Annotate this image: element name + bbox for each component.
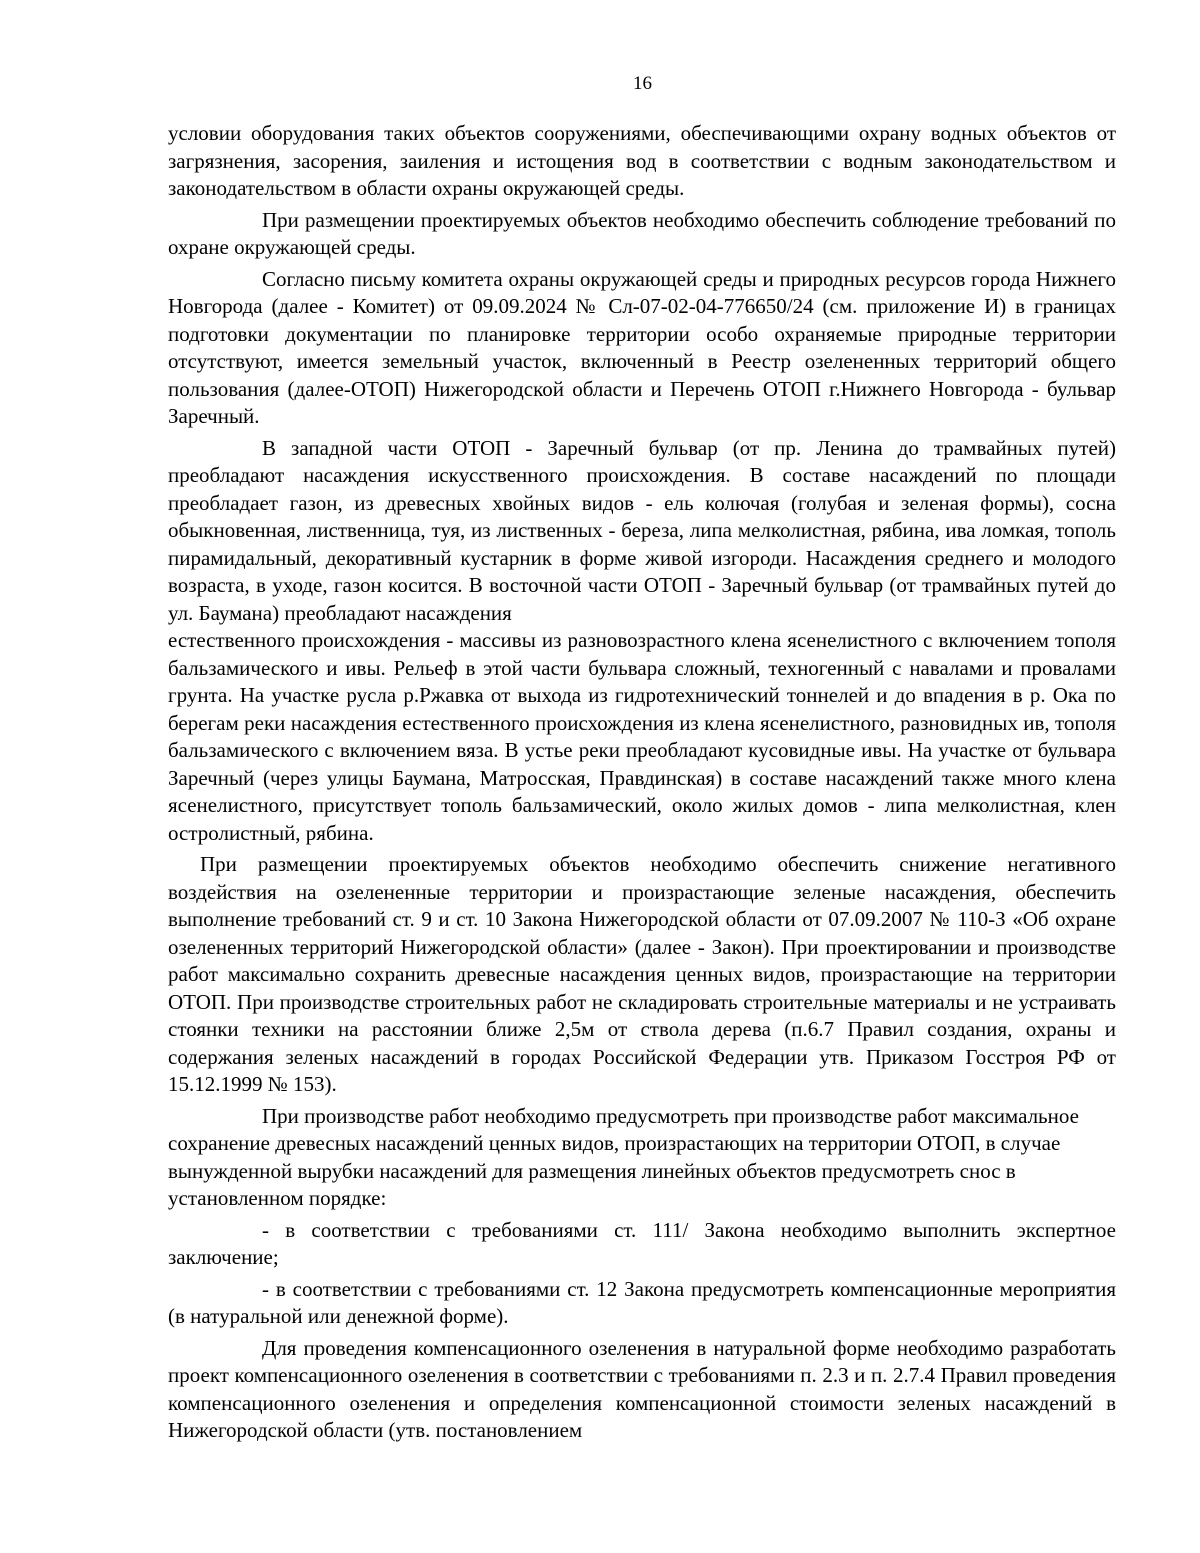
paragraph-environment-requirements: При размещении проектируемых объектов необходимо обеспечить соблюдение требований по охране окружающей среды. (168, 207, 1116, 259)
paragraph-negative-impact: При размещении проектируемых объектов необходимо обеспечить снижение негативного воздействия на озелененные территории и произрастающие зеленые насаждения, обеспечить выполнение требований ст. 9 и ст. 10 Закона Нижегородской области от 07.09.2007 № 110-З «Об охране озелененных территорий Нижегородской области» (далее - Закон). При проектировании и производстве работ максимально сохранить древесные насаждения ценных видов, произрастающие на территории ОТОП. При производстве строительных работ не складировать строительные материалы и не устраивать стоянки техники на расстоянии ближе 2,5м от ствола дерева (п.6.7 Правил создания, охраны и содержания зеленых насаждений в городах Российской Федерации утв. Приказом Госстроя РФ от 15.12.1999 № 153). (168, 852, 1116, 1096)
document-body (168, 120, 1116, 1449)
list-item-compensation-measures: - в соответствии с требованиями ст. 12 Закона предусмотреть компенсационные мероприятия (в натуральной или денежной форме). (168, 1276, 1116, 1328)
list-item-expert-conclusion: - в соответствии с требованиями ст. 111/ Закона необходимо выполнить экспертное заключение; (168, 1217, 1116, 1269)
paragraph-water-protection: условии оборудования таких объектов сооружениями, обеспечивающими охрану водных объектов от загрязнения, засорения, заиления и истощения вод в соответствии с водным законодательством и законодательством в области охраны окружающей среды. (168, 121, 1116, 200)
paragraph-committee-letter: Согласно письму комитета охраны окружающей среды и природных ресурсов города Нижнего Новгорода (далее - Комитет) от 09.09.2024 № Сл-07-02-04-776650/24 (см. приложение И) в границах подготовки документации по планировке территории особо охраняемые природные территории отсутствуют, имеется земельный участок, включенный в Реестр озелененных территорий общего пользования (далее-ОТОП) Нижегородской области и Перечень ОТОП г.Нижнего Новгорода - бульвар Заречный. (168, 266, 1116, 428)
paragraph-compensation-greening: Для проведения компенсационного озеленения в натуральной форме необходимо разработать проект компенсационного озеленения в соответствии с требованиями п. 2.3 и п. 2.7.4 Правил проведения компенсационного озеленения и определения компенсационной стоимости зеленых насаждений в Нижегородской области (утв. постановлением (168, 1335, 1116, 1442)
page-number: 16 (633, 73, 652, 94)
paragraph-works-preservation: При производстве работ необходимо предусмотреть при производстве работ максимальное сохранение древесных насаждений ценных видов, произрастающих на территории ОТОП, в случае вынужденной вырубки насаждений для размещения линейных объектов предусмотреть снос в установленном порядке: (168, 1103, 1079, 1210)
paragraph-west-part-otop: В западной части ОТОП - Заречный бульвар (от пр. Ленина до трамвайных путей) преобладают насаждения искусственного происхождения. В составе насаждений по площади преобладает газон, из древесных хвойных видов - ель колючая (голубая и зеленая формы), сосна обыкновенная, лиственница, туя, из лиственных - береза, липа мелколистная, рябина, ива ломкая, тополь пирамидальный, декоративный кустарник в форме живой изгороди. Насаждения среднего и молодого возраста, в уходе, газон косится. В восточной части ОТОП - Заречный бульвар (от трамвайных путей до ул. Баумана) преобладают насаждения (168, 435, 1116, 625)
paragraph-east-part-otop: естественного происхождения - массивы из разновозрастного клена ясенелистного с включением тополя бальзамического и ивы. Рельеф в этой части бульвара сложный, техногенный с навалами и провалами грунта. На участке русла р.Ржавка от выхода из гидротехнический тоннелей и до впадения в р. Ока по берегам реки насаждения естественного происхождения из клена ясенелистного, разновидных ив, тополя бальзамического с включением вяза. В устье реки преобладают кусовидные ивы. На участке от бульвара Заречный (через улицы Баумана, Матросская, Правдинская) в составе насаждений также много клена ясенелистного, присутствует тополь бальзамический, около жилых домов - липа мелколистная, клен остролистный, рябина. (168, 628, 1116, 845)
